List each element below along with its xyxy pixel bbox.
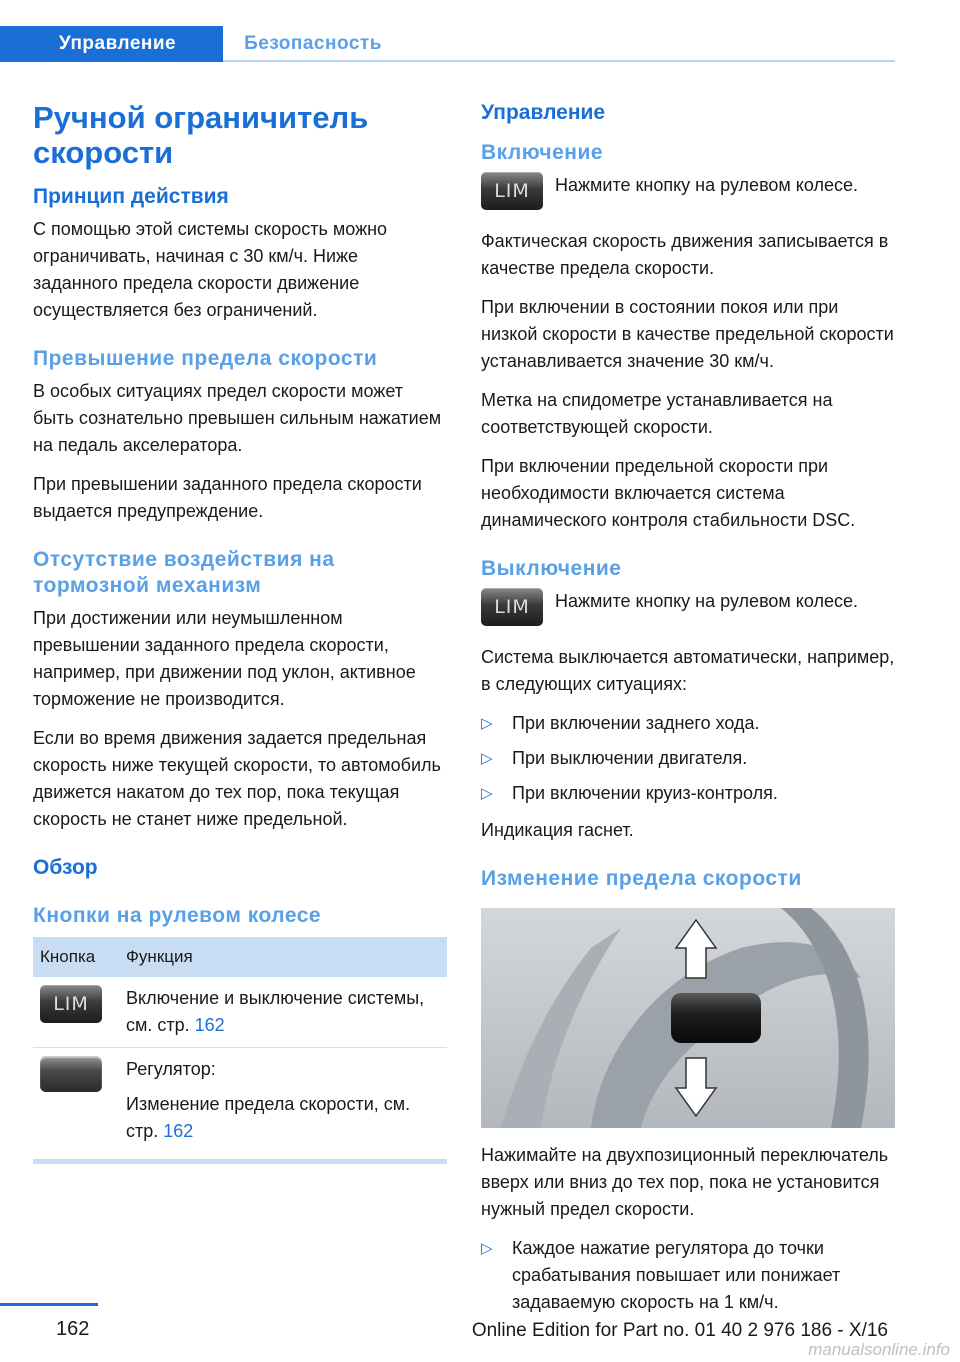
brake-text-1: При достижении или неумышленном превышении заданного предела скорости, например, при движении под уклон, активное торможение не производится. [33, 608, 416, 709]
triangle-bullet-icon: ▷ [481, 750, 493, 767]
column-header-function: Функция [119, 937, 447, 977]
page-link[interactable]: 162 [194, 1015, 225, 1035]
off-instruction-row [481, 588, 895, 626]
principle-text: С помощью этой системы скорость можно ограничивать, начиная с 30 км/ч. Ниже заданного предела скорости движение осуществляется без ограничений. [33, 219, 388, 320]
on-heading: Включение [481, 141, 604, 164]
row1-text: Включение и выключение системы, см. стр. [126, 988, 425, 1035]
buttons-heading: Кнопки на рулевом колесе [33, 904, 322, 927]
table-cell-function [119, 1048, 447, 1154]
table-cell-function [119, 977, 447, 1048]
page-link[interactable]: 162 [163, 1121, 194, 1141]
table-cell-icon [33, 977, 119, 1048]
table-row [33, 1048, 447, 1154]
change-heading: Изменение предела скорости [481, 867, 802, 890]
triangle-bullet-icon: ▷ [481, 1240, 493, 1257]
lim-button-icon [481, 172, 543, 210]
lim-button-label: LIM [53, 992, 89, 1015]
list-item: ▷ Каждое нажатие регулятора до точки срабатывания повышает или понижает задаваемую скорость на 1 км/ч. [481, 1235, 895, 1316]
lim-button-icon [481, 588, 543, 626]
control-heading: Управление [481, 101, 606, 124]
off-heading: Выключение [481, 557, 622, 580]
table-cell-icon [33, 1048, 119, 1154]
row2-text-1: Регулятор: [126, 1059, 216, 1079]
on-instruction: Нажмите кнопку на рулевом колесе. [555, 175, 859, 195]
steering-wheel-illustration [481, 908, 895, 1128]
top-navigation [0, 0, 960, 62]
table-bottom-rule [33, 1159, 447, 1164]
triangle-bullet-icon: ▷ [481, 715, 493, 732]
change-list [481, 1235, 895, 1316]
off-instruction: Нажмите кнопку на рулевом колесе. [555, 591, 859, 611]
column-header-button: Кнопка [33, 937, 119, 977]
edition-info: Online Edition for Part no. 01 40 2 976 186 - X/16 [471, 1320, 888, 1341]
change-text: Нажимайте на двухпозиционный переключатель вверх или вниз до тех пор, пока не установится нужный предел скорости. [481, 1145, 889, 1219]
exceed-heading: Превышение предела скорости [33, 347, 378, 370]
on-text-4: При включении предельной скорости при необходимости включается система динамического контроля стабильности DSC. [481, 456, 856, 530]
overview-heading: Обзор [33, 856, 98, 879]
brake-text-2: Если во время движения задается предельная скорость ниже текущей скорости, то автомобиль движется накатом до тех пор, пока текущая скорость не станет ниже предельной. [33, 728, 441, 829]
on-text-1: Фактическая скорость движения записывается в качестве предела скорости. [481, 231, 889, 278]
table-row [33, 977, 447, 1048]
left-column [33, 100, 447, 1164]
principle-heading: Принцип действия [33, 185, 229, 208]
buttons-table [33, 937, 447, 1153]
lim-button-label: LIM [494, 180, 530, 202]
accent-bar [0, 26, 12, 62]
right-column [481, 100, 895, 1326]
lim-button-icon [40, 985, 102, 1023]
table-header-row [33, 937, 447, 977]
page-title: Ручной ограничитель скорости [33, 100, 369, 170]
brake-heading: Отсутствие воздействия на тормозной механизм [33, 548, 335, 597]
rocker-switch-icon [40, 1056, 102, 1092]
steering-wheel-photo [481, 908, 895, 1128]
off-list [481, 710, 895, 807]
tab-safety[interactable]: Безопасность [244, 33, 382, 54]
on-instruction-row [481, 172, 895, 210]
watermark: manualsonline.info [808, 1340, 950, 1359]
off-after: Индикация гаснет. [481, 820, 634, 840]
nav-divider [223, 60, 895, 62]
exceed-text-2: При превышении заданного предела скорости выдается предупреждение. [33, 474, 422, 521]
tab-control[interactable]: Управление [12, 26, 223, 62]
page-number: 162 [56, 1318, 90, 1340]
footer-rule [0, 1303, 98, 1306]
triangle-bullet-icon: ▷ [481, 785, 493, 802]
row2-text-2: Изменение предела скорости, см. стр. [126, 1094, 411, 1141]
list-item: ▷ При выключении двигателя. [481, 745, 895, 772]
lim-button-label: LIM [494, 596, 530, 618]
on-text-3: Метка на спидометре устанавливается на соответствующей скорости. [481, 390, 833, 437]
list-item: ▷ При включении заднего хода. [481, 710, 895, 737]
exceed-text-1: В особых ситуациях предел скорости может быть сознательно превышен сильным нажатием на педаль акселератора. [33, 381, 442, 455]
on-text-2: При включении в состоянии покоя или при низкой скорости в качестве предельной скорости устанавливается значение 30 км/ч. [481, 297, 894, 371]
list-item: ▷ При включении круиз-контроля. [481, 780, 895, 807]
off-text: Система выключается автоматически, например, в следующих ситуациях: [481, 647, 895, 694]
